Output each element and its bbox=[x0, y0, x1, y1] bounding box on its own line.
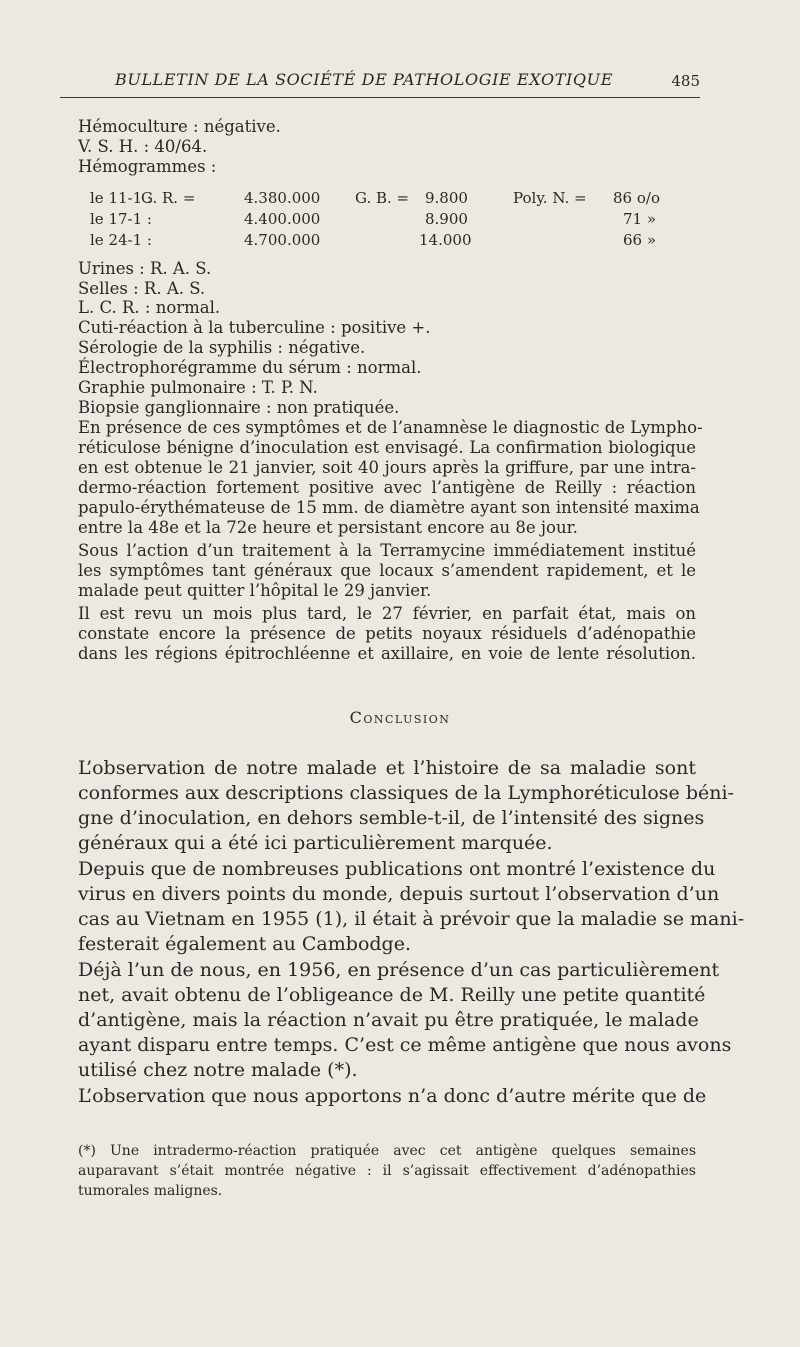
table-cell-gb-value: 8.900 bbox=[425, 210, 468, 228]
paragraph-line: En présence de ces symptômes et de l’anamnèse le diagnostic de Lympho- bbox=[78, 418, 703, 437]
exam-line: Électrophorégramme du sérum : normal. bbox=[78, 358, 422, 377]
paragraph-line: utilisé chez notre malade (*). bbox=[78, 1059, 358, 1081]
paragraph-line: dans les régions épitrochléenne et axillaire, en voie de lente résolution. bbox=[78, 644, 696, 663]
exam-line: Sérologie de la syphilis : négative. bbox=[78, 338, 366, 357]
paragraph-line: L’observation que nous apportons n’a donc d’autre mérite que de bbox=[78, 1085, 707, 1107]
exam-line: Selles : R. A. S. bbox=[78, 279, 206, 298]
header-rule bbox=[60, 97, 700, 98]
paragraph-line: conformes aux descriptions classiques de la Lymphoréticulose béni- bbox=[78, 782, 734, 804]
paragraph-line: généraux qui a été ici particulièrement marquée. bbox=[78, 832, 553, 854]
table-cell-gr-value: 4.400.000 bbox=[244, 210, 321, 228]
paragraph-line: net, avait obtenu de l’obligeance de M. Reilly une petite quantité bbox=[78, 984, 706, 1006]
paragraph-line: Sous l’action d’un traitement à la Terramycine immédiatement institué bbox=[78, 541, 696, 560]
footnote-line: (*) Une intradermo-réaction pratiquée avec cet antigène quelques semaines bbox=[78, 1143, 696, 1159]
exam-line: Cuti-réaction à la tuberculine : positive +. bbox=[78, 318, 431, 337]
table-cell-gr-value: 4.380.000 bbox=[244, 189, 321, 207]
paragraph-line: papulo-érythémateuse de 15 mm. de diamètre ayant son intensité maxima bbox=[78, 498, 700, 517]
table-cell-poly-label: Poly. N. = bbox=[513, 189, 587, 207]
table-cell-gb-value: 14.000 bbox=[419, 231, 472, 249]
paragraph-line: entre la 48e et la 72e heure et persistant encore au 8e jour. bbox=[78, 518, 578, 537]
paragraph-line: ayant disparu entre temps. C’est ce même antigène que nous avons bbox=[78, 1034, 732, 1056]
paragraph-line: Il est revu un mois plus tard, le 27 février, en parfait état, mais on bbox=[78, 604, 696, 623]
exam-line: Urines : R. A. S. bbox=[78, 259, 212, 278]
paragraph-line: les symptômes tant généraux que locaux s’amendent rapidement, et le bbox=[78, 561, 696, 580]
exam-line: Graphie pulmonaire : T. P. N. bbox=[78, 378, 318, 397]
table-cell-date: le 24-1 : bbox=[90, 231, 152, 249]
paragraph-line: Depuis que de nombreuses publications ont montré l’existence du bbox=[78, 858, 716, 880]
paragraph-line: Déjà l’un de nous, en 1956, en présence d’un cas particulièrement bbox=[78, 959, 720, 981]
paragraph-line: constate encore la présence de petits noyaux résiduels d’adénopathie bbox=[78, 624, 696, 643]
table-cell-gb-label: G. B. = bbox=[355, 189, 410, 207]
paragraph-line: cas au Vietnam en 1955 (1), il était à prévoir que la maladie se mani- bbox=[78, 908, 745, 930]
paragraph-line: malade peut quitter l’hôpital le 29 janvier. bbox=[78, 581, 432, 600]
table-cell-gr-label: G. R. = bbox=[141, 189, 196, 207]
table-cell-poly-value: 66 » bbox=[623, 231, 657, 249]
table-cell-gr-value: 4.700.000 bbox=[244, 231, 321, 249]
running-title: BULLETIN DE LA SOCIÉTÉ DE PATHOLOGIE EXOTIQUE bbox=[115, 70, 613, 89]
page-number: 485 bbox=[671, 72, 700, 90]
table-cell-poly-value: 86 o/o bbox=[613, 189, 660, 207]
paragraph-line: réticulose bénigne d’inoculation est envisagé. La confirmation biologique bbox=[78, 438, 696, 457]
paragraph-line: dermo-réaction fortement positive avec l’antigène de Reilly : réaction bbox=[78, 478, 696, 497]
paragraph-line: L’observation de notre malade et l’histoire de sa maladie sont bbox=[78, 757, 696, 779]
vsh-line: V. S. H. : 40/64. bbox=[78, 137, 208, 156]
table-cell-date: le 11-1 : bbox=[90, 189, 152, 207]
hemogrammes-heading: Hémogrammes : bbox=[78, 157, 217, 176]
exam-line: Biopsie ganglionnaire : non pratiquée. bbox=[78, 398, 400, 417]
table-cell-poly-value: 71 » bbox=[623, 210, 657, 228]
paragraph-line: gne d’inoculation, en dehors semble-t-il, de l’intensité des signes bbox=[78, 807, 705, 829]
exam-line: L. C. R. : normal. bbox=[78, 298, 221, 317]
paragraph-line: virus en divers points du monde, depuis surtout l’observation d’un bbox=[78, 883, 720, 905]
footnote-line: auparavant s’était montrée négative : il s’agissait effectivement d’adénopathies bbox=[78, 1163, 696, 1179]
conclusion-heading: Conclusion bbox=[349, 708, 451, 727]
table-cell-gb-value: 9.800 bbox=[425, 189, 468, 207]
paragraph-line: festerait également au Cambodge. bbox=[78, 933, 411, 955]
page-header bbox=[60, 66, 700, 96]
table-cell-date: le 17-1 : bbox=[90, 210, 152, 228]
hemoculture-line: Hémoculture : négative. bbox=[78, 117, 281, 136]
paragraph-line: d’antigène, mais la réaction n’avait pu être pratiquée, le malade bbox=[78, 1009, 699, 1031]
footnote-line: tumorales malignes. bbox=[78, 1183, 223, 1199]
paragraph-line: en est obtenue le 21 janvier, soit 40 jours après la griffure, par une intra- bbox=[78, 458, 696, 477]
